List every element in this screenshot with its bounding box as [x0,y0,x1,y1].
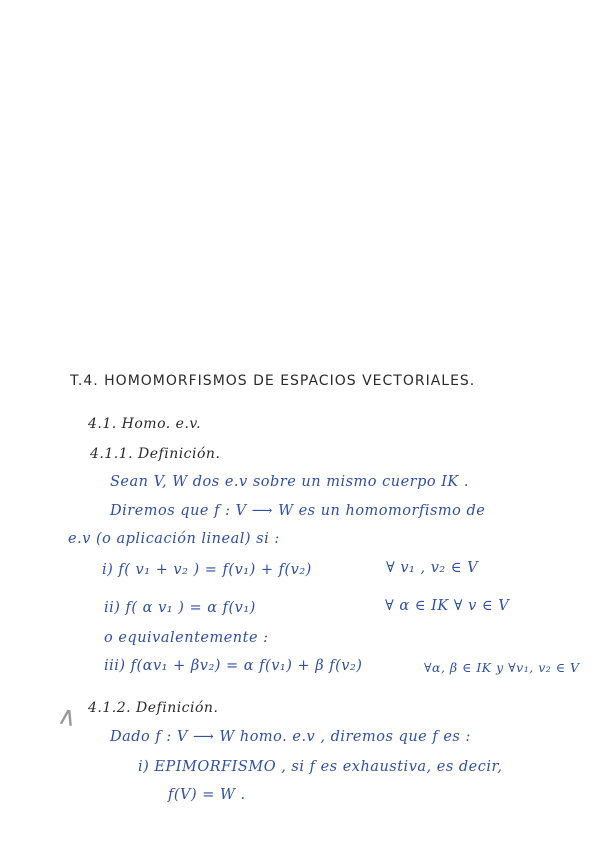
equivalently-label: o equivalentemente : [104,630,269,646]
section-heading: 4.1. Homo. e.v. [88,416,202,432]
subsection-heading-1: 4.1.1. Definición. [90,446,221,462]
definition-line-1: Sean V, W dos e.v sobre un mismo cuerpo IK . [110,474,469,490]
condition-iii-quantifier: ∀α, β ∈ IK y ∀v₁, v₂ ∈ V [424,660,580,675]
condition-ii-quantifier: ∀ α ∈ IK ∀ v ∈ V [385,598,510,614]
subsection-heading-2: 4.1.2. Definición. [88,700,219,716]
chapter-title: T.4. HOMOMORFISMOS DE ESPACIOS VECTORIALES. [70,373,476,389]
epimorphism-item-cont: f(V) = W . [168,787,246,803]
condition-i: i) f( v₁ + v₂ ) = f(v₁) + f(v₂) [102,562,312,578]
condition-ii: ii) f( α v₁ ) = α f(v₁) [104,600,256,616]
condition-i-quantifier: ∀ v₁ , v₂ ∈ V [386,560,479,576]
epimorphism-item: i) EPIMORFISMO , si f es exhaustiva, es decir, [138,759,503,775]
definition-2-line-1: Dado f : V ⟶ W homo. e.v , diremos que f es : [110,729,471,745]
pencil-margin-mark: ∧ [55,700,81,734]
definition-line-2: Diremos que f : V ⟶ W es un homomorfismo de [110,503,486,519]
condition-iii: iii) f(αv₁ + βv₂) = α f(v₁) + β f(v₂) [104,658,363,674]
definition-line-3: e.v (o aplicación lineal) si : [68,531,280,547]
